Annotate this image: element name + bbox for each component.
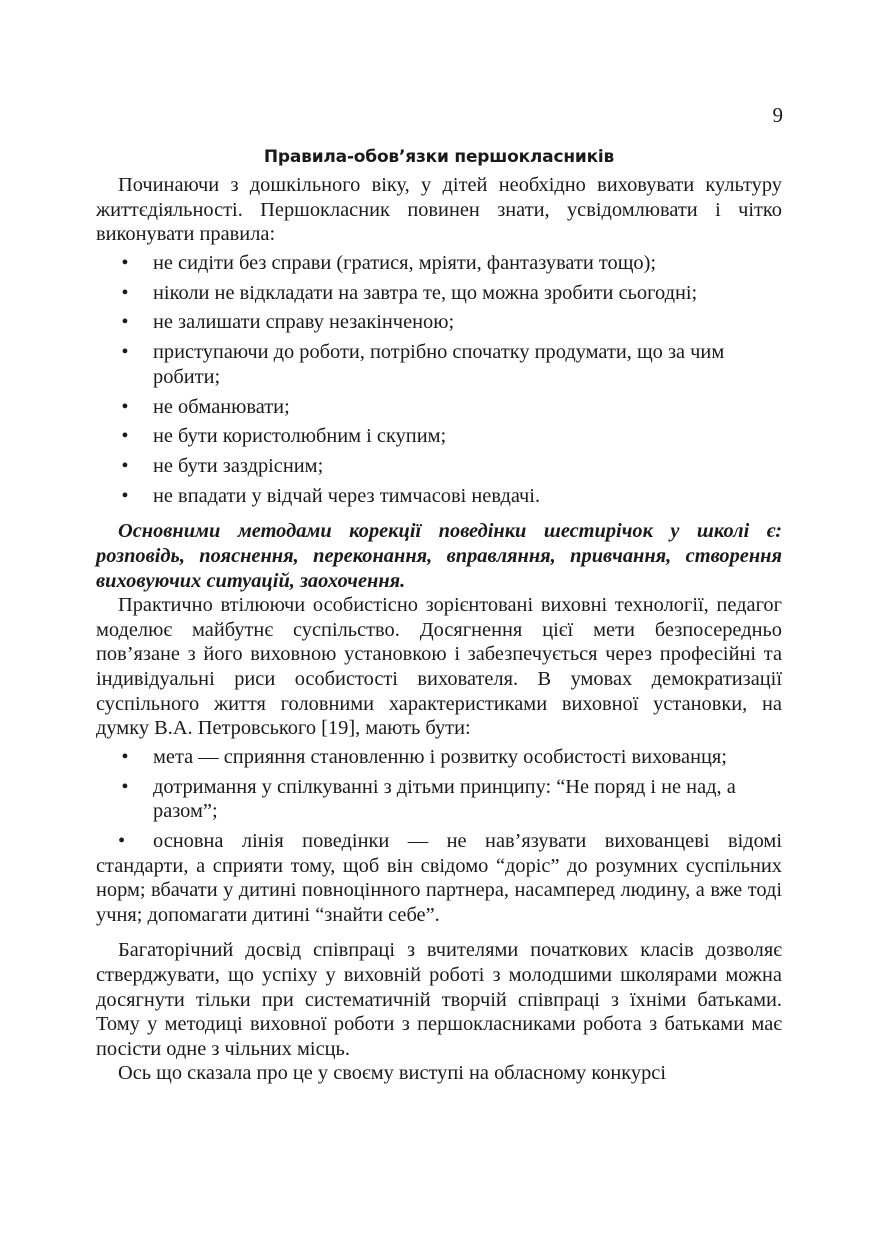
list-item	[96, 310, 782, 335]
list-item-text: не бути заздрісним;	[153, 455, 324, 478]
list-item-text: не обманювати;	[153, 395, 290, 418]
bullet-icon: •	[121, 775, 129, 798]
list-item-text: мета — сприяння становленню і розвитку особистості вихованця;	[153, 745, 727, 768]
bullet-icon: •	[121, 455, 129, 478]
bullet-icon: •	[121, 251, 129, 274]
list-item-text: не сидіти без справи (гратися, мріяти, фантазувати тощо);	[153, 251, 657, 274]
list-item-text: приступаючи до роботи, потрібно спочатку продумати, що за чим робити;	[153, 341, 725, 388]
bullet-icon: •	[121, 745, 129, 768]
bullet-icon: •	[121, 484, 129, 507]
list-item	[96, 395, 782, 420]
list-item-text: не залишати справу незакінченою;	[153, 311, 455, 334]
list-item	[96, 829, 782, 927]
list-item-text: не впадати у відчай через тимчасові невдачі.	[153, 484, 541, 507]
bullet-icon: •	[121, 425, 129, 448]
body-paragraph: Багаторічний досвід співпраці з вчителями початкових класів дозволяє стверджувати, що успіху у виховній роботі з молодшими школярами можна досягнути тільки при систематичній творчій співпраці з їхніми батьками. Тому у методиці виховної роботи з першокласниками робота з батьками має посісти одне з чільних місць.	[96, 939, 782, 1060]
list-item-text: ніколи не відкладати на завтра те, що можна зробити сьогодні;	[153, 281, 698, 304]
body-paragraph: Ось що сказала про це у своєму виступі на обласному конкурсі	[118, 1062, 667, 1085]
section-heading: Правила-обов’язки першокласників	[263, 147, 615, 167]
list-item	[96, 745, 782, 770]
list-item	[96, 251, 782, 276]
list-item	[96, 281, 782, 306]
bullet-icon: •	[121, 281, 129, 304]
characteristics-list	[96, 745, 782, 824]
list-item	[96, 775, 782, 824]
list-item	[96, 340, 782, 389]
list-item	[96, 424, 782, 449]
list-item-text: дотримання у спілкуванні з дітьми принципу: “Не поряд і не над, а разом”;	[153, 775, 736, 823]
list-item-text: основна лінія поведінки — не нав’язувати вихованцеві відомі стандарти, а сприяти тому, щоб він свідомо “доріс” до розумних суспільних норм; вбачати у дитині повноцінного партнера, насамперед людину, а вже тоді учня; допомагати дитині “знайти себе”.	[96, 829, 782, 926]
bullet-icon: •	[121, 311, 129, 334]
bullet-icon: •	[121, 341, 129, 364]
bullet-icon: •	[121, 395, 129, 418]
list-item	[96, 484, 782, 509]
page-content	[96, 143, 782, 1086]
page-number: 9	[772, 103, 783, 127]
intro-paragraph: Починаючи з дошкільного віку, у дітей необхідно виховувати культуру життєдіяльності. Першокласник повинен знати, усвідомлювати і чітко виконувати правила:	[96, 174, 782, 246]
rules-list	[96, 251, 782, 509]
bullet-icon: •	[118, 829, 126, 852]
body-paragraph: Практично втілюючи особистісно зорієнтовані виховні технології, педагог моделює майбутнє суспільство. Досягнення цієї мети безпосередньо пов’язане з його виховною установкою і забезпечується через професійні та індивідуальні риси особистості вихователя. В умовах демократизації суспільного життя головними характеристиками виховної установки, на думку В.А. Петровського [19], мають бути:	[96, 594, 782, 740]
methods-paragraph: Основними методами корекції поведінки шестирічок у школі є: розповідь, пояснення, переконання, вправляння, привчання, створення виховуючих ситуацій, заохочення.	[96, 520, 782, 592]
list-item	[96, 454, 782, 479]
list-item-text: не бути користолюбним і скупим;	[153, 425, 447, 448]
